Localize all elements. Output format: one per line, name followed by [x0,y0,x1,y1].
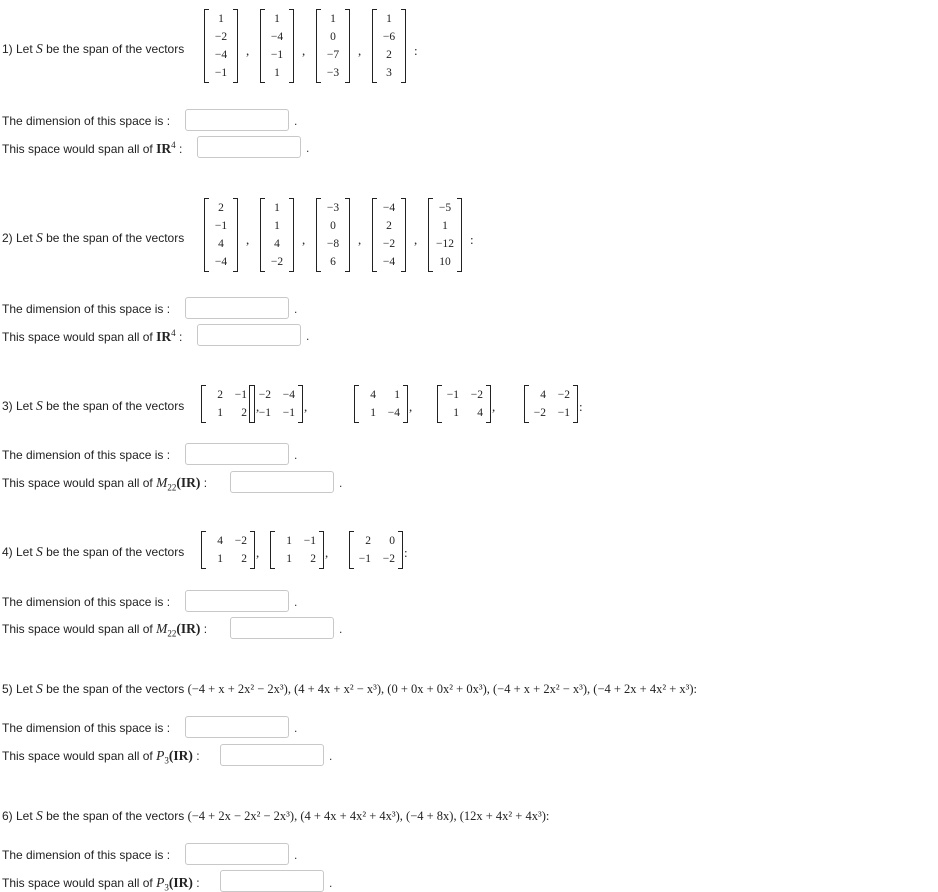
separator: , [246,232,250,247]
q1-span-period: . [306,141,310,155]
q4-var: S [36,544,43,559]
q6-span-text: This space would span all of [2,876,153,890]
q3-prefix: 3) Let [2,399,33,413]
vector-entry: 4 [218,238,224,250]
q2-span-colon: : [178,330,183,344]
column-vector [260,198,294,272]
q2-span-text: This space would span all of [2,330,153,344]
q4-span-text: This space would span all of [2,622,153,636]
q5-dim-period: . [294,721,298,735]
separator: , [358,43,362,58]
matrix-entry: 1 [217,407,223,419]
q2-prefix: 2) Let [2,231,33,245]
q4-space-arg: (IR) [176,621,201,636]
vector-entry: −4 [214,49,228,61]
vector-entry: −1 [270,49,284,61]
separator: , [325,545,329,560]
matrix-entry: 2 [241,553,247,565]
q1-dim-period: . [294,114,298,128]
vector-entry: 2 [386,220,392,232]
q6-var: S [36,808,43,823]
vector-entry: 2 [386,49,392,61]
separator: , [304,399,308,414]
column-vector [428,198,462,272]
vector-entry: −4 [382,256,396,268]
vector-entry: −5 [438,202,452,214]
matrix-entry: 2 [217,389,223,401]
q5-span-period: . [329,749,333,763]
q6-span-period: . [329,876,333,890]
q6-mid: be the span of the vectors [46,809,185,823]
matrix-entry: −2 [258,389,271,401]
q4-dim-input[interactable] [185,590,289,612]
q4-span-input[interactable] [230,617,334,639]
q3-span-period: . [339,476,343,490]
q1-var: S [36,41,43,56]
q3-space-name: M [156,475,168,490]
q2-var: S [36,230,43,245]
separator: , [492,399,496,414]
q4-dim-label: The dimension of this space is : [2,595,171,609]
q1-prompt [2,41,184,57]
q4-mid: be the span of the vectors [46,545,185,559]
vector-entry: −2 [382,238,396,250]
vector-entry: −4 [214,256,228,268]
q6-dim-period: . [294,848,298,862]
vector-entry: −3 [326,67,340,79]
q5-var: S [36,681,43,696]
vector-entry: −7 [326,49,340,61]
vector-entry: 1 [442,220,448,232]
column-vector [316,9,350,83]
matrix [437,385,491,423]
q1-space-name: IR [156,141,172,156]
q1-span-label [2,140,182,157]
matrix [270,531,324,569]
q4-space-sub: 22 [167,628,177,639]
matrix-entry: 0 [389,535,395,547]
q5-polynomials: (−4 + x + 2x² − 2x³), (4 + 4x + x² − x³), (0 + 0x + 0x² + 0x³), (−4 + x + 2x² − x³), (−4 + 2x + 4x² + x³): [187,682,698,696]
separator: , [302,232,306,247]
q2-dim-input[interactable] [185,297,289,319]
vector-entry: 1 [274,202,280,214]
separator: , [246,43,250,58]
matrix-entry: 1 [217,553,223,565]
matrix-entry: 4 [477,407,483,419]
column-vector [316,198,350,272]
vector-entry: 1 [330,13,336,25]
matrix-entry: 1 [370,407,376,419]
q3-dim-period: . [294,448,298,462]
vector-entry: 3 [386,67,392,79]
vector-entry: 2 [218,202,224,214]
vector-entry: −1 [214,220,228,232]
q2-span-input[interactable] [197,324,301,346]
q3-var: S [36,398,43,413]
q5-mid: be the span of the vectors [46,682,185,696]
vector-entry: 1 [386,13,392,25]
q6-dim-input[interactable] [185,843,289,865]
vector-entry: 1 [274,67,280,79]
matrix-entry: −2 [533,407,546,419]
matrix-entry: −1 [446,389,459,401]
vector-entry: −4 [270,31,284,43]
q6-space-arg: (IR) [168,875,193,890]
vector-entry: 10 [439,256,451,268]
matrix-entry: −1 [557,407,570,419]
vector-entry: 1 [274,13,280,25]
separator: , [414,232,418,247]
q2-span-label [2,328,182,345]
q4-space-name: M [156,621,168,636]
vector-entry: −8 [326,238,340,250]
matrix-entry: 1 [286,553,292,565]
vector-entry: −3 [326,202,340,214]
matrix [349,531,403,569]
separator: : [414,43,418,58]
q5-prefix: 5) Let [2,682,33,696]
vector-entry: −1 [214,67,228,79]
q2-space-name: IR [156,329,172,344]
q2-mid: be the span of the vectors [46,231,185,245]
separator: : [404,545,408,560]
q4-dim-period: . [294,595,298,609]
q3-prompt [2,398,184,414]
q2-span-period: . [306,329,310,343]
q6-polynomials: (−4 + 2x − 2x² − 2x³), (4 + 4x + 4x² + 4x³), (−4 + 8x), (12x + 4x² + 4x³): [187,809,550,823]
q1-dim-label: The dimension of this space is : [2,114,171,128]
matrix [524,385,578,423]
separator: , [302,43,306,58]
separator: , [256,545,260,560]
matrix [201,385,255,423]
q2-dim-label: The dimension of this space is : [2,302,171,316]
q4-span-period: . [339,622,343,636]
matrix-entry: −4 [282,389,295,401]
vector-entry: 4 [274,238,280,250]
q4-prompt [2,544,184,560]
q5-prompt [2,681,697,697]
q1-dim-input[interactable] [185,109,289,131]
q1-span-colon: : [178,142,183,156]
q4-span-colon: : [203,622,208,636]
q3-space-arg: (IR) [176,475,201,490]
q5-dim-label: The dimension of this space is : [2,721,171,735]
matrix-entry: 4 [370,389,376,401]
separator: : [579,399,583,414]
matrix-entry: 1 [453,407,459,419]
column-vector [204,198,238,272]
q6-space-name: P [156,875,165,890]
matrix-entry: −1 [282,407,295,419]
vector-entry: 0 [330,31,336,43]
q2-dim-period: . [294,302,298,316]
q3-mid: be the span of the vectors [46,399,185,413]
matrix-entry: 2 [241,407,247,419]
vector-entry: 1 [274,220,280,232]
vector-entry: −6 [382,31,396,43]
vector-entry: −2 [270,256,284,268]
matrix-entry: −1 [234,389,247,401]
vector-entry: 6 [330,256,336,268]
q3-span-input[interactable] [230,471,334,493]
q6-space-sub: 3 [164,882,169,892]
matrix-entry: 4 [217,535,223,547]
matrix-entry: −1 [358,553,371,565]
q5-span-input[interactable] [220,744,324,766]
matrix-entry: −2 [234,535,247,547]
matrix [201,531,255,569]
q6-dim-label: The dimension of this space is : [2,848,171,862]
q2-prompt [2,230,184,246]
matrix-entry: 4 [540,389,546,401]
separator: , [409,399,413,414]
matrix-entry: 2 [310,553,316,565]
vector-entry: 0 [330,220,336,232]
q6-prompt [2,808,549,824]
matrix [354,385,408,423]
q5-span-label [2,748,200,765]
q3-span-text: This space would span all of [2,476,153,490]
vector-entry: −12 [436,238,454,250]
vector-entry: −4 [382,202,396,214]
vector-entry: 1 [218,13,224,25]
vector-entry: −2 [214,31,228,43]
separator: , [358,232,362,247]
q6-span-colon: : [196,876,200,890]
q5-span-text: This space would span all of [2,749,153,763]
q5-span-colon: : [196,749,200,763]
matrix-entry: −2 [557,389,570,401]
matrix-entry: −4 [387,407,400,419]
matrix-entry: −2 [470,389,483,401]
q5-dim-input[interactable] [185,716,289,738]
q3-space-sub: 22 [167,482,177,493]
q4-span-label [2,621,207,638]
q1-prefix: 1) Let [2,42,33,56]
matrix-entry: −1 [258,407,271,419]
q6-prefix: 6) Let [2,809,33,823]
q1-mid: be the span of the vectors [46,42,185,56]
q3-dim-label: The dimension of this space is : [2,448,171,462]
q6-span-label [2,875,200,892]
q5-space-sub: 3 [164,755,169,766]
q3-span-colon: : [203,476,208,490]
matrix [249,385,303,423]
separator: : [470,232,474,247]
q6-span-input[interactable] [220,870,324,892]
q3-dim-input[interactable] [185,443,289,465]
matrix-entry: −2 [382,553,395,565]
q3-span-label [2,475,207,492]
q4-prefix: 4) Let [2,545,33,559]
column-vector [372,198,406,272]
q5-space-name: P [156,748,165,763]
matrix-entry: 1 [394,389,400,401]
q1-space-sup: 4 [171,140,176,150]
column-vector [372,9,406,83]
q1-span-input[interactable] [197,136,301,158]
matrix-entry: 1 [286,535,292,547]
separator: , [256,399,260,414]
q1-span-text: This space would span all of [2,142,153,156]
q5-space-arg: (IR) [168,748,193,763]
matrix-entry: −1 [303,535,316,547]
q2-space-sup: 4 [171,328,176,338]
column-vector [260,9,294,83]
column-vector [204,9,238,83]
matrix-entry: 2 [365,535,371,547]
